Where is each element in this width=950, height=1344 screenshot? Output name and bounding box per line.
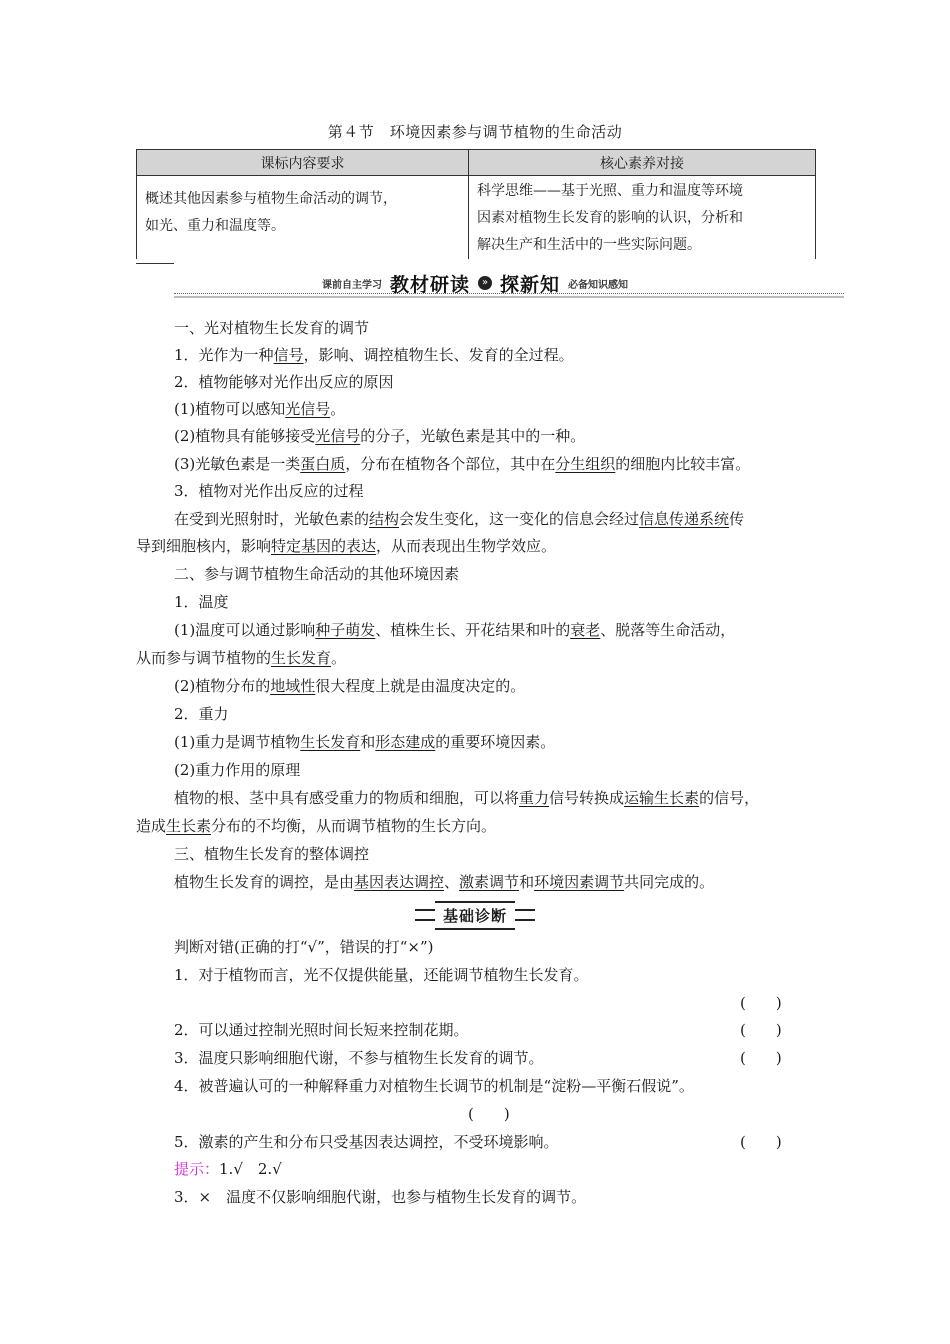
answer-paren: ( ) <box>468 1105 510 1123</box>
arrow-icon: » <box>478 276 492 290</box>
tip-label: 提示： <box>174 1160 220 1178</box>
answer-blank: 结构 <box>369 510 400 528</box>
cell-line: 如光、重力和温度等。 <box>145 218 285 234</box>
question-4: 4．被普遍认可的一种解释重力对植物生长调节的机制是“淀粉—平衡石假说”。 <box>174 1077 694 1095</box>
text-line: (2)植物具有能够接受光信号的分子，光敏色素是其中的一种。 <box>174 427 586 445</box>
tip-line <box>174 1159 282 1179</box>
answer-blank: 衰老 <box>570 621 601 639</box>
standards-table <box>136 149 816 259</box>
text-line: 1．温度 <box>174 593 229 611</box>
core-literacy-cell <box>469 176 816 260</box>
text-line: (2)植物分布的地域性很大程度上就是由温度决定的。 <box>174 677 526 695</box>
cell-line: 因素对植物生长发育的影响的认识，分析和 <box>477 210 743 226</box>
answer-blank: 形态建成 <box>375 733 436 751</box>
text-line: 植物的根、茎中具有感受重力的物质和细胞，可以将重力信号转换成运输生长素的信号， <box>174 789 760 807</box>
text-line: 造成生长素分布的不均衡，从而调节植物的生长方向。 <box>136 817 497 835</box>
section-heading: 一、光对植物生长发育的调节 <box>174 319 370 337</box>
text-line: 3．植物对光作出反应的过程 <box>174 482 364 500</box>
table-bottom-rule <box>136 263 174 264</box>
page-title: 第４节 环境因素参与调节植物的生命活动 <box>327 123 623 141</box>
text-line: 1．光作为一种信号，影响、调控植物生长、发育的全过程。 <box>174 346 574 364</box>
instruction-text: 判断对错(正确的打“√”，错误的打“×”) <box>174 938 434 956</box>
text-line: 2．重力 <box>174 705 229 723</box>
title-decoration <box>515 909 535 921</box>
banner-right-caption: 必备知识感知 <box>568 279 629 291</box>
text-line: 在受到光照射时，光敏色素的结构会发生变化，这一变化的信息会经过信息传递系统传 <box>174 510 745 528</box>
answer-paren: ( ) <box>740 1133 782 1151</box>
answer-blank: 环境因素调节 <box>534 873 625 891</box>
question-1: 1．对于植物而言，光不仅提供能量，还能调节植物生长发育。 <box>174 966 589 984</box>
answer-blank: 信息传递系统 <box>639 510 730 528</box>
answer-blank: 种子萌发 <box>315 621 376 639</box>
text-line: (3)光敏色素是一类蛋白质，分布在植物各个部位，其中在分生组织的细胞内比较丰富。 <box>174 455 751 473</box>
answer-blank: 光信号 <box>315 427 361 445</box>
answer-paren: ( ) <box>740 1049 782 1067</box>
answer-blank: 信号 <box>273 346 304 364</box>
answer-blank: 特定基因的表达 <box>271 537 377 555</box>
question-5: 5．激素的产生和分布只受基因表达调控，不受环境影响。 <box>174 1133 559 1151</box>
header-curriculum-requirements: 课标内容要求 <box>137 150 469 176</box>
cell-line: 科学思维——基于光照、重力和温度等环境 <box>477 183 743 199</box>
tip-answers: 1.√ 2.√ <box>219 1160 282 1178</box>
answer-blank: 生长发育 <box>271 649 332 667</box>
text-line: 导到细胞核内，影响特定基因的表达，从而表现出生物学效应。 <box>136 537 557 555</box>
text-line: (2)重力作用的原理 <box>174 761 301 779</box>
answer-blank: 运输生长素 <box>624 789 700 807</box>
answer-3: 3．× 温度不仅影响细胞代谢，也参与植物生长发育的调节。 <box>174 1188 587 1206</box>
section-heading: 二、参与调节植物生命活动的其他环境因素 <box>174 565 460 583</box>
answer-blank: 激素调节 <box>459 873 520 891</box>
title-decoration <box>415 909 435 921</box>
header-core-literacy: 核心素养对接 <box>469 150 816 176</box>
question-3: 3．温度只影响细胞代谢，不参与植物生长发育的调节。 <box>174 1049 544 1067</box>
text-line: 植物生长发育的调控，是由基因表达调控、激素调节和环境因素调节共同完成的。 <box>174 873 715 891</box>
answer-blank: 分生组织 <box>555 455 616 473</box>
banner-title-left: 教材研读 <box>389 273 470 296</box>
answer-paren: ( ) <box>740 1021 782 1039</box>
text-line: (1)植物可以感知光信号。 <box>174 400 346 418</box>
banner-dotted-rule <box>174 293 844 294</box>
banner-solid-rule <box>174 296 844 298</box>
curriculum-requirements-cell <box>137 176 469 260</box>
answer-blank: 蛋白质 <box>300 455 346 473</box>
answer-blank: 光信号 <box>285 400 331 418</box>
answer-blank: 地域性 <box>270 677 316 695</box>
answer-blank: 基因表达调控 <box>354 873 445 891</box>
answer-paren: ( ) <box>740 994 782 1012</box>
question-2: 2．可以通过控制光照时间长短来控制花期。 <box>174 1021 469 1039</box>
answer-blank: 重力 <box>519 789 550 807</box>
section-banner <box>0 266 950 300</box>
cell-line: 解决生产和生活中的一些实际问题。 <box>477 237 701 253</box>
box-title-label: 基础诊断 <box>435 901 515 930</box>
answer-blank: 生长发育 <box>300 733 361 751</box>
text-line: (1)重力是调节植物生长发育和形态建成的重要环境因素。 <box>174 733 556 751</box>
banner-left-caption: 课前自主学习 <box>321 279 382 291</box>
text-line: 2．植物能够对光作出反应的原因 <box>174 373 394 391</box>
text-line: 从而参与调节植物的生长发育。 <box>136 649 347 667</box>
banner-title-right: 探新知 <box>500 273 561 296</box>
section-heading: 三、植物生长发育的整体调控 <box>174 845 370 863</box>
cell-line: 概述其他因素参与植物生命活动的调节， <box>145 191 397 207</box>
text-line: (1)温度可以通过影响种子萌发、植株生长、开花结果和叶的衰老、脱落等生命活动， <box>174 621 736 639</box>
basic-diagnosis-title <box>0 902 950 928</box>
answer-blank: 生长素 <box>166 817 212 835</box>
